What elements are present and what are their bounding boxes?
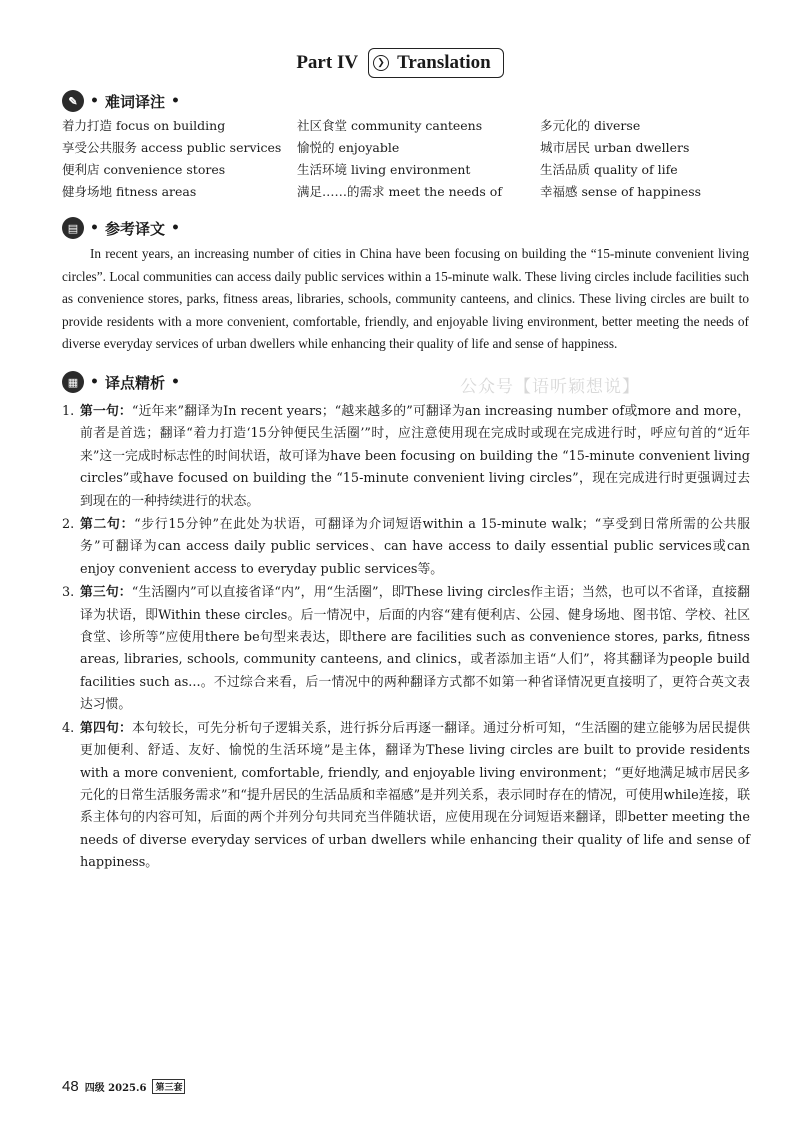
watermark: 公众号【语听颖想说】 (460, 377, 640, 397)
reference-translation: In recent years, an increasing number of cities in China have been focusing on building the “15-minute convenient living circles”. Local communities can access daily public services within a 15-minute walk. These living circles include facilities such as convenience stores, parks, fitness areas, libraries, schools, community canteens, and clinics. These living circles are built to provide residents with a more convenient, comfortable, friendly, and enjoyable living environment, better meeting the needs of diverse everyday services of urban dwellers while enhancing their quality of life and sense of happiness. (62, 246, 749, 351)
chevron-right-icon: ❯ (373, 55, 389, 71)
note-lead: 第四句： (80, 720, 133, 736)
analysis-note (62, 514, 750, 581)
issue-badge: 第三套 (152, 1079, 185, 1094)
pencil-icon: ✎ (62, 90, 84, 112)
analysis-notes (62, 401, 750, 876)
vocab-heading: ✎ • 难词译注 • (62, 88, 180, 114)
analysis-note (62, 401, 750, 513)
analysis-note (62, 718, 750, 875)
vocab-item: 生活品质 quality of life (540, 162, 678, 177)
section-label: Translation (397, 52, 491, 73)
book-icon: ▤ (62, 217, 84, 239)
vocab-heading-label: 难词译注 (104, 92, 165, 111)
note-text: “生活圈内”可以直接省译“内”，用“生活圈”，即These living circles作主语；当然，也可以不省译，直接翻译为状语，即Within these circles。后一情况中，后面的内容“建有便利店、公园、健身场地、图书馆、学校、社区食堂、诊所等”应使用there be句型来表达，即there are facilities such as convenience stores, parks, fitness areas, libraries, schools, community canteens, and clinics，或者添加主语“人们”，将其翻译为people build facilities such as...。不过综合来看，后一情况中的两种翻译方式都不如第一种省译情况更直接明了，更符合英文表达习惯。 (80, 585, 750, 713)
analysis-note (62, 582, 750, 716)
analysis-heading-label: 译点精析 (104, 373, 165, 392)
note-number: 1. (62, 404, 75, 419)
board-icon: ▦ (62, 371, 84, 393)
part-label: Part IV (296, 52, 359, 73)
reference-heading-label: 参考译文 (104, 219, 165, 238)
vocab-list (62, 117, 742, 201)
vocab-item: 便利店 convenience stores (62, 162, 226, 177)
magazine-label: 四级 2025.6 (84, 1083, 147, 1094)
page-footer (62, 1078, 185, 1095)
page-title (0, 48, 800, 78)
note-text: “近年来”翻译为In recent years；“越来越多的”可翻译为an increasing number of或more and more，前者是首选；翻译“着力打造‘15分钟便民生活圈’”时，应注意使用现在完成时或现在完成进行时，呼应句首的“近年来”这一完成时标志性的时间状语，故可译为have been focusing on building the “15-minute convenient living circles”或have focused on building the “15-minute convenient living circles”，现在完成进行时更强调过去到现在的一种持续进行的状态。 (80, 404, 750, 509)
section-badge (368, 48, 504, 78)
note-text: 本句较长，可先分析句子逻辑关系，进行拆分后再逐一翻译。通过分析可知，“生活圈的建立能够为居民提供更加便利、舒适、友好、愉悦的生活环境”是主体，翻译为These living circles are built to provide residents with a more convenient, comfortable, friendly, and enjoyable living environment；“更好地满足城市居民多元化的日常生活服务需求”和“提升居民的生活品质和幸福感”是并列关系，表示同时存在的情况，可使用while连接，联系主体句的内容可知，后面的两个并列分句共同充当伴随状语，应使用现在分词短语来翻译，即better meeting the needs of diverse everyday services of urban dwellers while enhancing their quality of life and sense of happiness。 (80, 720, 751, 871)
note-text: “步行15分钟”在此处为状语，可翻译为介词短语within a 15-minute walk；“享受到日常所需的公共服务”可翻译为can access daily public services、can have access to daily essential public services或can enjoy convenient access to everyday public services等。 (80, 517, 750, 577)
vocab-item: 享受公共服务 access public services (62, 140, 282, 155)
vocab-item: 愉悦的 enjoyable (297, 140, 400, 155)
vocab-item: 社区食堂 community canteens (297, 118, 483, 133)
note-lead: 第一句： (80, 404, 132, 419)
page-number: 48 (62, 1078, 79, 1095)
vocab-item: 满足……的需求 meet the needs of (297, 184, 502, 199)
reference-heading: ▤ • 参考译文 • (62, 215, 180, 241)
vocab-item: 幸福感 sense of happiness (540, 184, 702, 199)
note-number: 2. (62, 517, 75, 533)
vocab-item: 多元化的 diverse (540, 118, 641, 133)
vocab-item: 健身场地 fitness areas (62, 184, 197, 199)
note-lead: 第二句： (80, 517, 135, 533)
note-lead: 第三句： (80, 585, 132, 601)
vocab-item: 着力打造 focus on building (62, 118, 226, 133)
note-number: 4. (62, 720, 75, 736)
note-number: 3. (62, 585, 75, 601)
vocab-item: 生活环境 living environment (297, 162, 471, 177)
vocab-item: 城市居民 urban dwellers (540, 140, 690, 155)
analysis-heading: ▦ • 译点精析 • (62, 369, 180, 395)
